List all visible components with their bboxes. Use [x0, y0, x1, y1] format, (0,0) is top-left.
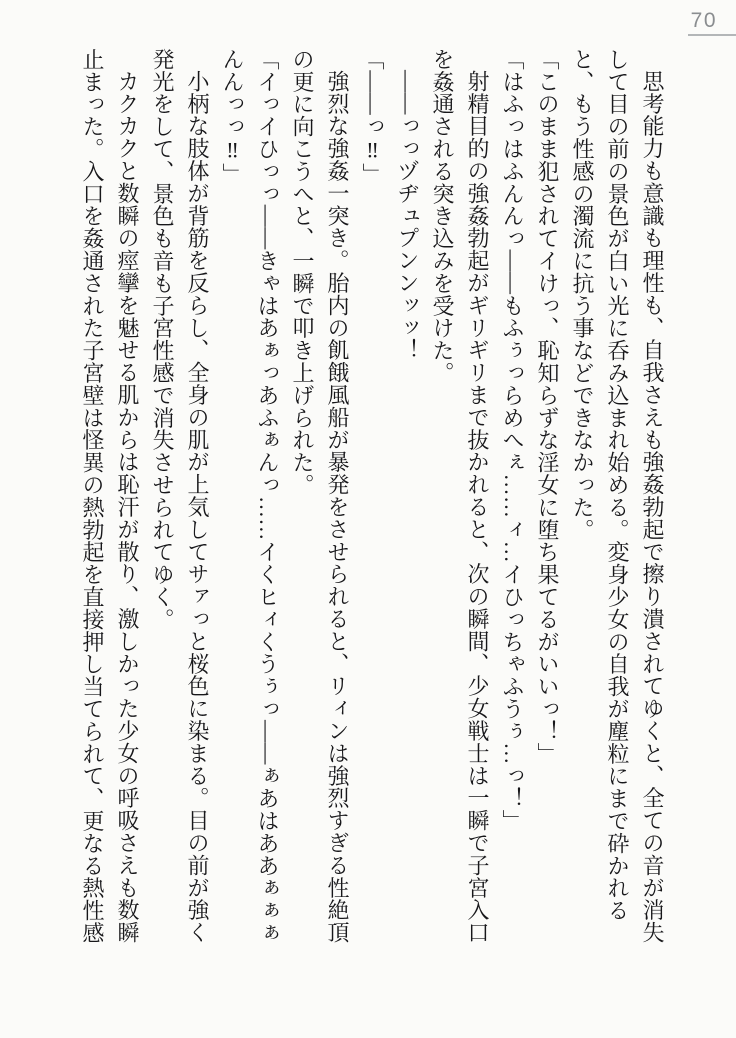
body-paragraph: 「はふっはふんんっ――もふぅっらめへぇ……ィ…イひっちゃふうぅ…っ！」 — [500, 48, 525, 832]
vertical-text-block — [75, 48, 670, 948]
body-paragraph: 「イっイひっっ――きゃはあぁっあふぁんっ……イくヒィくうぅっ――ぁあはああぁぁぁんんっっ‼」 — [220, 48, 280, 944]
body-paragraph: 小柄な肢体が背筋を反らし、全身の肌が上気してサァっと桜色に染まる。目の前が強く発光をして、景色も音も子宮性感で消失させられてゆく。 — [150, 48, 210, 944]
page-number: 70 — [690, 9, 717, 32]
body-paragraph: カクカクと数瞬の痙攣を魅せる肌からは恥汗が散り、激しかった少女の呼吸さえも数瞬止まった。入口を姦通された子宮壁は怪異の熱勃起を直接押し当てられて、更なる熱性感 — [80, 48, 140, 944]
body-paragraph: 「――っ‼」 — [360, 48, 385, 186]
page-number-rule — [688, 34, 736, 36]
body-paragraph: 「このまま犯されてイけっ、恥知らずな淫女に堕ち果てるがいいっ！」 — [535, 48, 560, 765]
body-paragraph: 思考能力も意識も理性も、自我さえも強姦勃起で擦り潰されてゆくと、全ての音が消失して目の前の景色が白い光に呑み込まれ始める。変身少女の自我が塵粒にまで砕かれると、もう性感の濁流に抗う事などできなかった。 — [570, 48, 665, 944]
body-paragraph: 強烈な強姦一突き。胎内の飢餓風船が暴発をさせられると、リィンは強烈すぎる性絶頂の更に向こうへと、一瞬で叩き上げられた。 — [290, 48, 350, 944]
body-paragraph: ――っっヅヂュプンンッッ！ — [395, 70, 420, 362]
body-paragraph: 射精目的の強姦勃起がギリギリまで抜かれると、次の瞬間、少女戦士は一瞬で子宮入口を姦通される突き込みを受けた。 — [430, 48, 490, 944]
